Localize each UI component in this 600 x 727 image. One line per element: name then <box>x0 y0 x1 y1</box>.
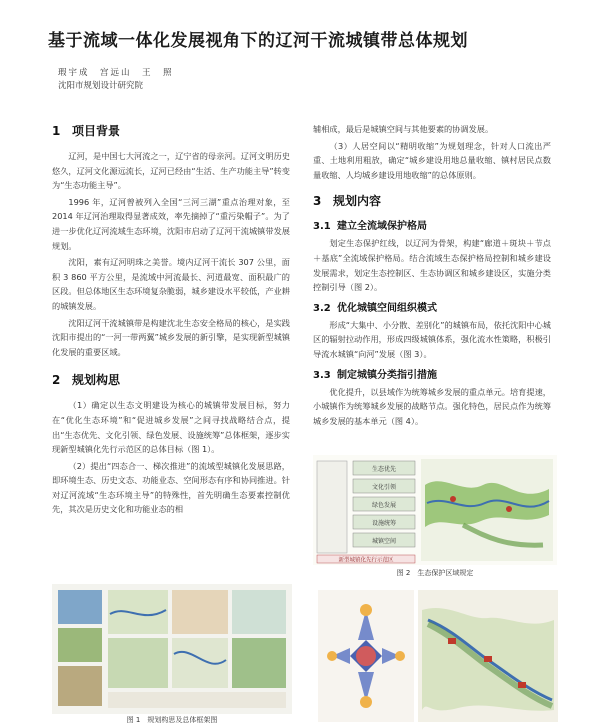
section-1-para-4: 沈阳辽河干流城镇带是构建沈北生态安全格局的核心，是实践沈阳市提出的“一河一带两翼”城乡发展的新引擎，是实现新型城镇化发展的重要区域。 <box>52 317 290 357</box>
figure-4-town-3 <box>518 682 526 688</box>
map-1b <box>172 590 228 634</box>
flow-side-box <box>317 461 347 553</box>
map-1c <box>232 590 286 634</box>
flow-bottom-label: 新型城镇化先行示范区 <box>338 557 394 564</box>
subsection-3-1-title: 建立全流域保护格局 <box>337 221 427 233</box>
figure-3-node-top <box>360 604 372 616</box>
flow-label-5: 城镇空间 <box>371 538 397 545</box>
section-1-number: 1 <box>52 124 61 138</box>
flow-label-3: 绿色发展 <box>371 502 397 509</box>
map-2-node-1 <box>450 496 456 502</box>
figure-1-caption: 图 1 规划构思及总体框架图 <box>126 716 218 724</box>
figure-4-town-1 <box>448 638 456 644</box>
subsection-3-2-heading <box>313 299 551 314</box>
subsection-3-1-heading <box>313 217 551 232</box>
section-2-number: 2 <box>52 373 61 388</box>
flow-boxes <box>353 461 415 547</box>
photo-3 <box>58 666 102 706</box>
subsection-3-3-number: 3.3 <box>313 369 331 381</box>
section-1-para-1: 辽河，是中国七大河流之一，辽宁省的母亲河。辽河文明历史悠久，辽河文化源远流长，辽河已经由“生活、生产功能主导”转变为“生态功能主导”。 <box>52 151 290 191</box>
section-3-title: 规划内容 <box>333 194 382 209</box>
figure-3-graphic <box>318 590 414 722</box>
right-column <box>313 122 551 430</box>
subsection-3-3-title: 制定城镇分类指引措施 <box>337 369 437 381</box>
map-1f <box>232 638 286 688</box>
section-3-number: 3 <box>313 194 322 209</box>
photo-2 <box>58 628 102 662</box>
figure-3-node-right <box>395 651 405 661</box>
flow-label-1: 生态优先 <box>371 466 397 473</box>
map-2-node-2 <box>506 506 512 512</box>
figure-1 <box>52 584 292 714</box>
subsection-3-1-number: 3.1 <box>313 221 331 233</box>
figure-3-center <box>356 646 376 666</box>
right-para-1: 辅相成，最后是城镇空间与其他要素的协调发展。 <box>313 124 494 134</box>
section-1-para-2: 1996 年，辽河曾被列入全国“三河三湖”重点治理对象，至 2014 年辽河治理取得显著成效，率先摘掉了“重污染帽子”。为了进一步优化辽河流域生态环境，沈阳市启动了辽河干流城镇带发展规划。 <box>52 196 290 251</box>
section-2-title: 规划构思 <box>72 373 121 388</box>
figure-2-caption: 图 2 生态保护区域规定 <box>396 569 474 577</box>
figure-1-strip <box>108 692 286 708</box>
subsection-3-3-para: 优化提升，以县域作为统筹城乡发展的重点单元。培育提速，小城镇作为统筹城乡发展的战略节点。强化特色，居民点作为统筹城乡发展的基本单元（图 4）。 <box>313 386 551 426</box>
flow-label-4: 设施统筹 <box>371 520 397 527</box>
section-1-para-3: 沈阳，素有辽河明珠之美誉。境内辽河干流长 307 公里，面积 3 860 平方公里，是流域中河流最长、河道最宽、面积最广的区段。但总体地区生态环境复杂脆弱，城乡建设水平较低，产业耕的城镇发展。 <box>52 257 290 311</box>
flow-label-2: 文化引领 <box>371 484 397 491</box>
photo-1 <box>58 590 102 624</box>
section-2-para-1: （1）确定以生态文明建设为核心的城镇带发展目标，努力在“优化生态环境”和“促进城乡发展”之间寻找战略结合点，提出“生态优先、文化引领、绿色发展、设施统筹”总体框架，逐步实现新型城镇化先行示范区的总体目标（图 1）。 <box>52 400 290 455</box>
section-1-title: 项目背景 <box>72 124 121 138</box>
paper-title: 基于流域一体化发展视角下的辽河干流城镇带总体规划 <box>48 31 468 51</box>
right-para-2: （3）人居空间以“精明收缩”为规划理念，针对人口流出严重、土地利用粗放，确定“城乡建设用地总量收缩、镇村居民点数量收缩、人均城乡建设用地收缩”的总体原则。 <box>313 140 551 180</box>
figure-4-graphic <box>418 590 558 722</box>
figure-1-graphic <box>52 584 292 714</box>
subsection-3-2-number: 3.2 <box>313 302 331 314</box>
subsection-3-1-para: 划定生态保护红线，以辽河为骨架，构建“廊道＋斑块＋节点＋基底”全流域保护格局。结合流域生态保护格局控制和城乡建设发展需求，划定生态控制区、生态协调区和城乡建设区，实施分类控制引导（图 2）。 <box>313 238 551 293</box>
figure-3-node-bottom <box>360 696 372 708</box>
figure-4-town-2 <box>484 656 492 662</box>
subsection-3-2-title: 优化城镇空间组织模式 <box>337 302 437 314</box>
section-1-heading <box>52 122 290 139</box>
figure-3 <box>318 590 414 722</box>
paper-authors: 瑕宇成 宫远山 王 照 <box>58 68 174 78</box>
subsection-3-2-para: 形成“大集中、小分散、差别化”的城镇布局，依托沈阳中心城区的辐射拉动作用，形成四级城镇体系，强化流水性策略，积极引导流水城镇“向河”发展（图 3）。 <box>313 319 551 359</box>
figure-2 <box>313 455 557 565</box>
paper-affiliation: 沈阳市规划设计研究院 <box>58 81 144 91</box>
subsection-3-3-heading <box>313 366 551 381</box>
figure-3-node-left <box>327 651 337 661</box>
section-2-heading <box>52 371 290 388</box>
figure-4 <box>418 590 558 722</box>
left-column <box>52 122 290 519</box>
section-2-para-2: （2）提出“四态合一、梯次推进”的流域型城镇化发展思路，即环境生态、历史文态、功能业态、空间形态有序和协同推进。针对辽河流域“生态环境主导”的特殊性，首先明确生态要素控制优先，其次是历史文化和功能业态的相 <box>52 460 290 515</box>
map-1d <box>108 638 168 688</box>
figure-2-graphic <box>313 455 557 565</box>
section-3-heading <box>313 192 551 209</box>
